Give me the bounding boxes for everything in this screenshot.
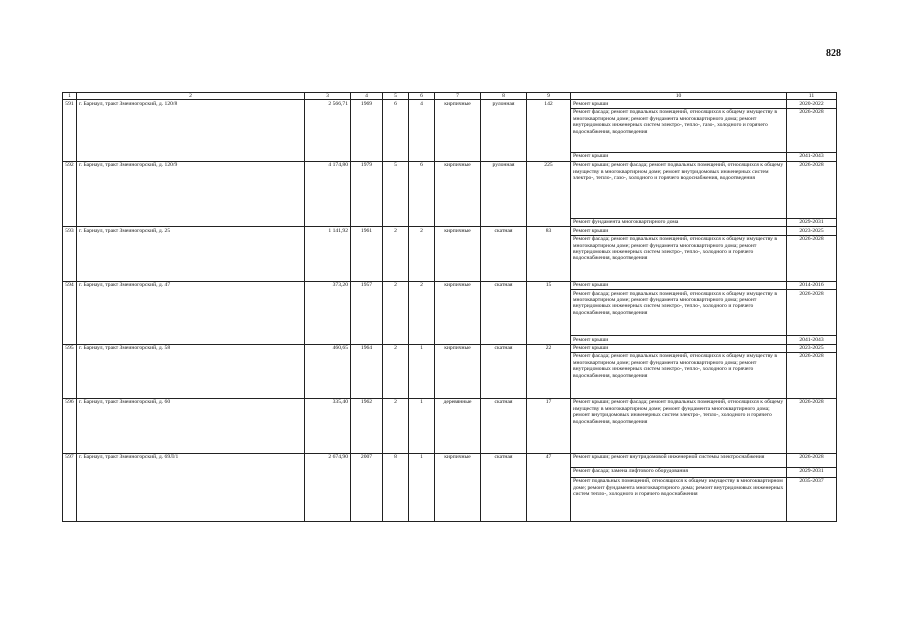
work-type-cell: Ремонт подвальных помещений, относящихся к общему имуществу в многоквартирном доме; ремонт фундамента многоквартирного дома; ремонт внутридомовых инженерных систем тепло-, холодного и горячего водоснабжения	[571, 477, 787, 521]
housing-register-table	[62, 92, 837, 522]
row-number: 592	[63, 161, 77, 226]
residents-cell: 225	[527, 161, 571, 226]
walls-material-cell: кирпичные	[435, 453, 481, 521]
year-cell: 1957	[351, 281, 383, 344]
entrances-cell: 6	[409, 161, 435, 226]
address-cell: г. Барнаул, тракт Змеиногорский, д. 25	[77, 227, 305, 281]
work-period-cell: 2029-2031	[787, 218, 837, 226]
work-type-cell: Ремонт крыши	[571, 336, 787, 344]
work-type-cell: Ремонт фасада; ремонт подвальных помещений, относящихся к общему имуществу в многоквартирном доме; ремонт фундамента многоквартирного дома; ремонт внутридомовых инженерных систем электро-, тепло-, холодного и горячего водоснабжения, водоотведения	[571, 352, 787, 398]
residents-cell: 142	[527, 100, 571, 161]
work-type-cell: Ремонт фасада; ремонт подвальных помещений, относящихся к общему имуществу в многоквартирном доме; ремонт фундамента многоквартирного дома; ремонт внутридомовых инженерных систем электро-, тепло-, газо-, холодного и горячего водоснабжения, водоотведения	[571, 108, 787, 152]
entrances-cell: 4	[409, 100, 435, 161]
address-cell: г. Барнаул, тракт Змеиногорский, д. 58	[77, 344, 305, 398]
walls-material-cell: кирпичные	[435, 227, 481, 281]
work-type-cell: Ремонт крыши; ремонт фасада; ремонт подвальных помещений, относящихся к общему имуществу в многоквартирном доме; ремонт внутридомовых инженерных систем электро-, тепло-, газо-, холодного и горячего водоснабжения, водоотведения	[571, 161, 787, 218]
col-header: 4	[351, 93, 383, 100]
floors-cell: 5	[383, 161, 409, 226]
col-header: 3	[305, 93, 351, 100]
entrances-cell: 2	[409, 227, 435, 281]
floors-cell: 6	[383, 100, 409, 161]
table-row	[63, 453, 837, 467]
floors-cell: 2	[383, 227, 409, 281]
floors-cell: 2	[383, 344, 409, 398]
walls-material-cell: деревянные	[435, 398, 481, 453]
table-row	[63, 344, 837, 352]
work-period-cell: 2020-2022	[787, 100, 837, 108]
entrances-cell: 1	[409, 453, 435, 521]
entrances-cell: 1	[409, 344, 435, 398]
year-cell: 1961	[351, 227, 383, 281]
col-header: 11	[787, 93, 837, 100]
work-type-cell: Ремонт фасада; замена лифтового оборудования	[571, 467, 787, 477]
column-number-row	[63, 93, 837, 100]
work-period-cell: 2041-2043	[787, 336, 837, 344]
col-header: 7	[435, 93, 481, 100]
col-header: 1	[63, 93, 77, 100]
work-period-cell: 2035-2037	[787, 477, 837, 521]
work-period-cell: 2026-2028	[787, 290, 837, 336]
area-cell: 2 566,71	[305, 100, 351, 161]
work-period-cell: 2029-2031	[787, 467, 837, 477]
roof-type-cell: скатная	[481, 227, 527, 281]
row-number: 596	[63, 398, 77, 453]
entrances-cell: 1	[409, 398, 435, 453]
residents-cell: 17	[527, 398, 571, 453]
area-cell: 1 141,92	[305, 227, 351, 281]
page-number: 828	[826, 48, 841, 59]
floors-cell: 8	[383, 453, 409, 521]
row-number: 591	[63, 100, 77, 161]
row-number: 597	[63, 453, 77, 521]
year-cell: 1979	[351, 161, 383, 226]
area-cell: 335,40	[305, 398, 351, 453]
table-row	[63, 100, 837, 108]
address-cell: г. Барнаул, тракт Змеиногорский, д. 120/8	[77, 100, 305, 161]
residents-cell: 47	[527, 453, 571, 521]
work-type-cell: Ремонт крыши	[571, 281, 787, 289]
table-body	[63, 100, 837, 522]
col-header: 2	[77, 93, 305, 100]
work-type-cell: Ремонт крыши; ремонт внутридомовой инженерной системы электроснабжения	[571, 453, 787, 467]
row-number: 594	[63, 281, 77, 344]
work-type-cell: Ремонт фасада; ремонт подвальных помещений, относящихся к общему имуществу в многоквартирном доме; ремонт фундамента многоквартирного дома; ремонт внутридомовых инженерных систем электро-, тепло-, холодного и горячего водоснабжения, водоотведения	[571, 290, 787, 336]
walls-material-cell: кирпичные	[435, 281, 481, 344]
area-cell: 2 674,90	[305, 453, 351, 521]
area-cell: 4 174,80	[305, 161, 351, 226]
work-type-cell: Ремонт крыши	[571, 100, 787, 108]
area-cell: 460,65	[305, 344, 351, 398]
table-row	[63, 398, 837, 453]
address-cell: г. Барнаул, тракт Змеиногорский, д. 60	[77, 398, 305, 453]
year-cell: 1964	[351, 344, 383, 398]
roof-type-cell: рулонная	[481, 161, 527, 226]
roof-type-cell: скатная	[481, 453, 527, 521]
year-cell: 2007	[351, 453, 383, 521]
year-cell: 1962	[351, 398, 383, 453]
work-period-cell: 2026-2028	[787, 235, 837, 281]
roof-type-cell: рулонная	[481, 100, 527, 161]
work-period-cell: 2023-2025	[787, 344, 837, 352]
floors-cell: 2	[383, 281, 409, 344]
work-period-cell: 2014-2016	[787, 281, 837, 289]
table-row	[63, 161, 837, 218]
col-header: 5	[383, 93, 409, 100]
work-type-cell: Ремонт крыши	[571, 227, 787, 235]
work-type-cell: Ремонт крыши; ремонт фасада; ремонт подвальных помещений, относящихся к общему имуществу в многоквартирном доме; ремонт фундамента многоквартирного дома; ремонт внутридомовых инженерных систем электро-, тепло-, холодного и горячего водоснабжения, водоотведения	[571, 398, 787, 453]
year-cell: 1969	[351, 100, 383, 161]
col-header: 10	[571, 93, 787, 100]
work-period-cell: 2026-2028	[787, 453, 837, 467]
entrances-cell: 2	[409, 281, 435, 344]
work-period-cell: 2026-2028	[787, 108, 837, 152]
work-period-cell: 2023-2025	[787, 227, 837, 235]
residents-cell: 15	[527, 281, 571, 344]
residents-cell: 83	[527, 227, 571, 281]
table-row	[63, 281, 837, 289]
col-header: 8	[481, 93, 527, 100]
col-header: 6	[409, 93, 435, 100]
walls-material-cell: кирпичные	[435, 100, 481, 161]
work-type-cell: Ремонт крыши	[571, 344, 787, 352]
area-cell: 373,20	[305, 281, 351, 344]
row-number: 593	[63, 227, 77, 281]
residents-cell: 22	[527, 344, 571, 398]
address-cell: г. Барнаул, тракт Змеиногорский, д. 120/9	[77, 161, 305, 226]
address-cell: г. Барнаул, тракт Змеиногорский, д. 69Л/1	[77, 453, 305, 521]
work-period-cell: 2026-2028	[787, 398, 837, 453]
work-period-cell: 2041-2043	[787, 152, 837, 161]
roof-type-cell: скатная	[481, 398, 527, 453]
walls-material-cell: кирпичные	[435, 161, 481, 226]
address-cell: г. Барнаул, тракт Змеиногорский, д. 47	[77, 281, 305, 344]
work-type-cell: Ремонт фасада; ремонт подвальных помещений, относящихся к общему имуществу в многоквартирном доме; ремонт фундамента многоквартирного дома; ремонт внутридомовых инженерных систем электро-, тепло-, холодного и горячего водоснабжения, водоотведения	[571, 235, 787, 281]
work-type-cell: Ремонт крыши	[571, 152, 787, 161]
table-row	[63, 227, 837, 235]
col-header: 9	[527, 93, 571, 100]
roof-type-cell: скатная	[481, 281, 527, 344]
work-period-cell: 2026-2028	[787, 161, 837, 218]
floors-cell: 2	[383, 398, 409, 453]
row-number: 595	[63, 344, 77, 398]
walls-material-cell: кирпичные	[435, 344, 481, 398]
work-type-cell: Ремонт фундамента многоквартирного дома	[571, 218, 787, 226]
roof-type-cell: скатная	[481, 344, 527, 398]
work-period-cell: 2026-2028	[787, 352, 837, 398]
